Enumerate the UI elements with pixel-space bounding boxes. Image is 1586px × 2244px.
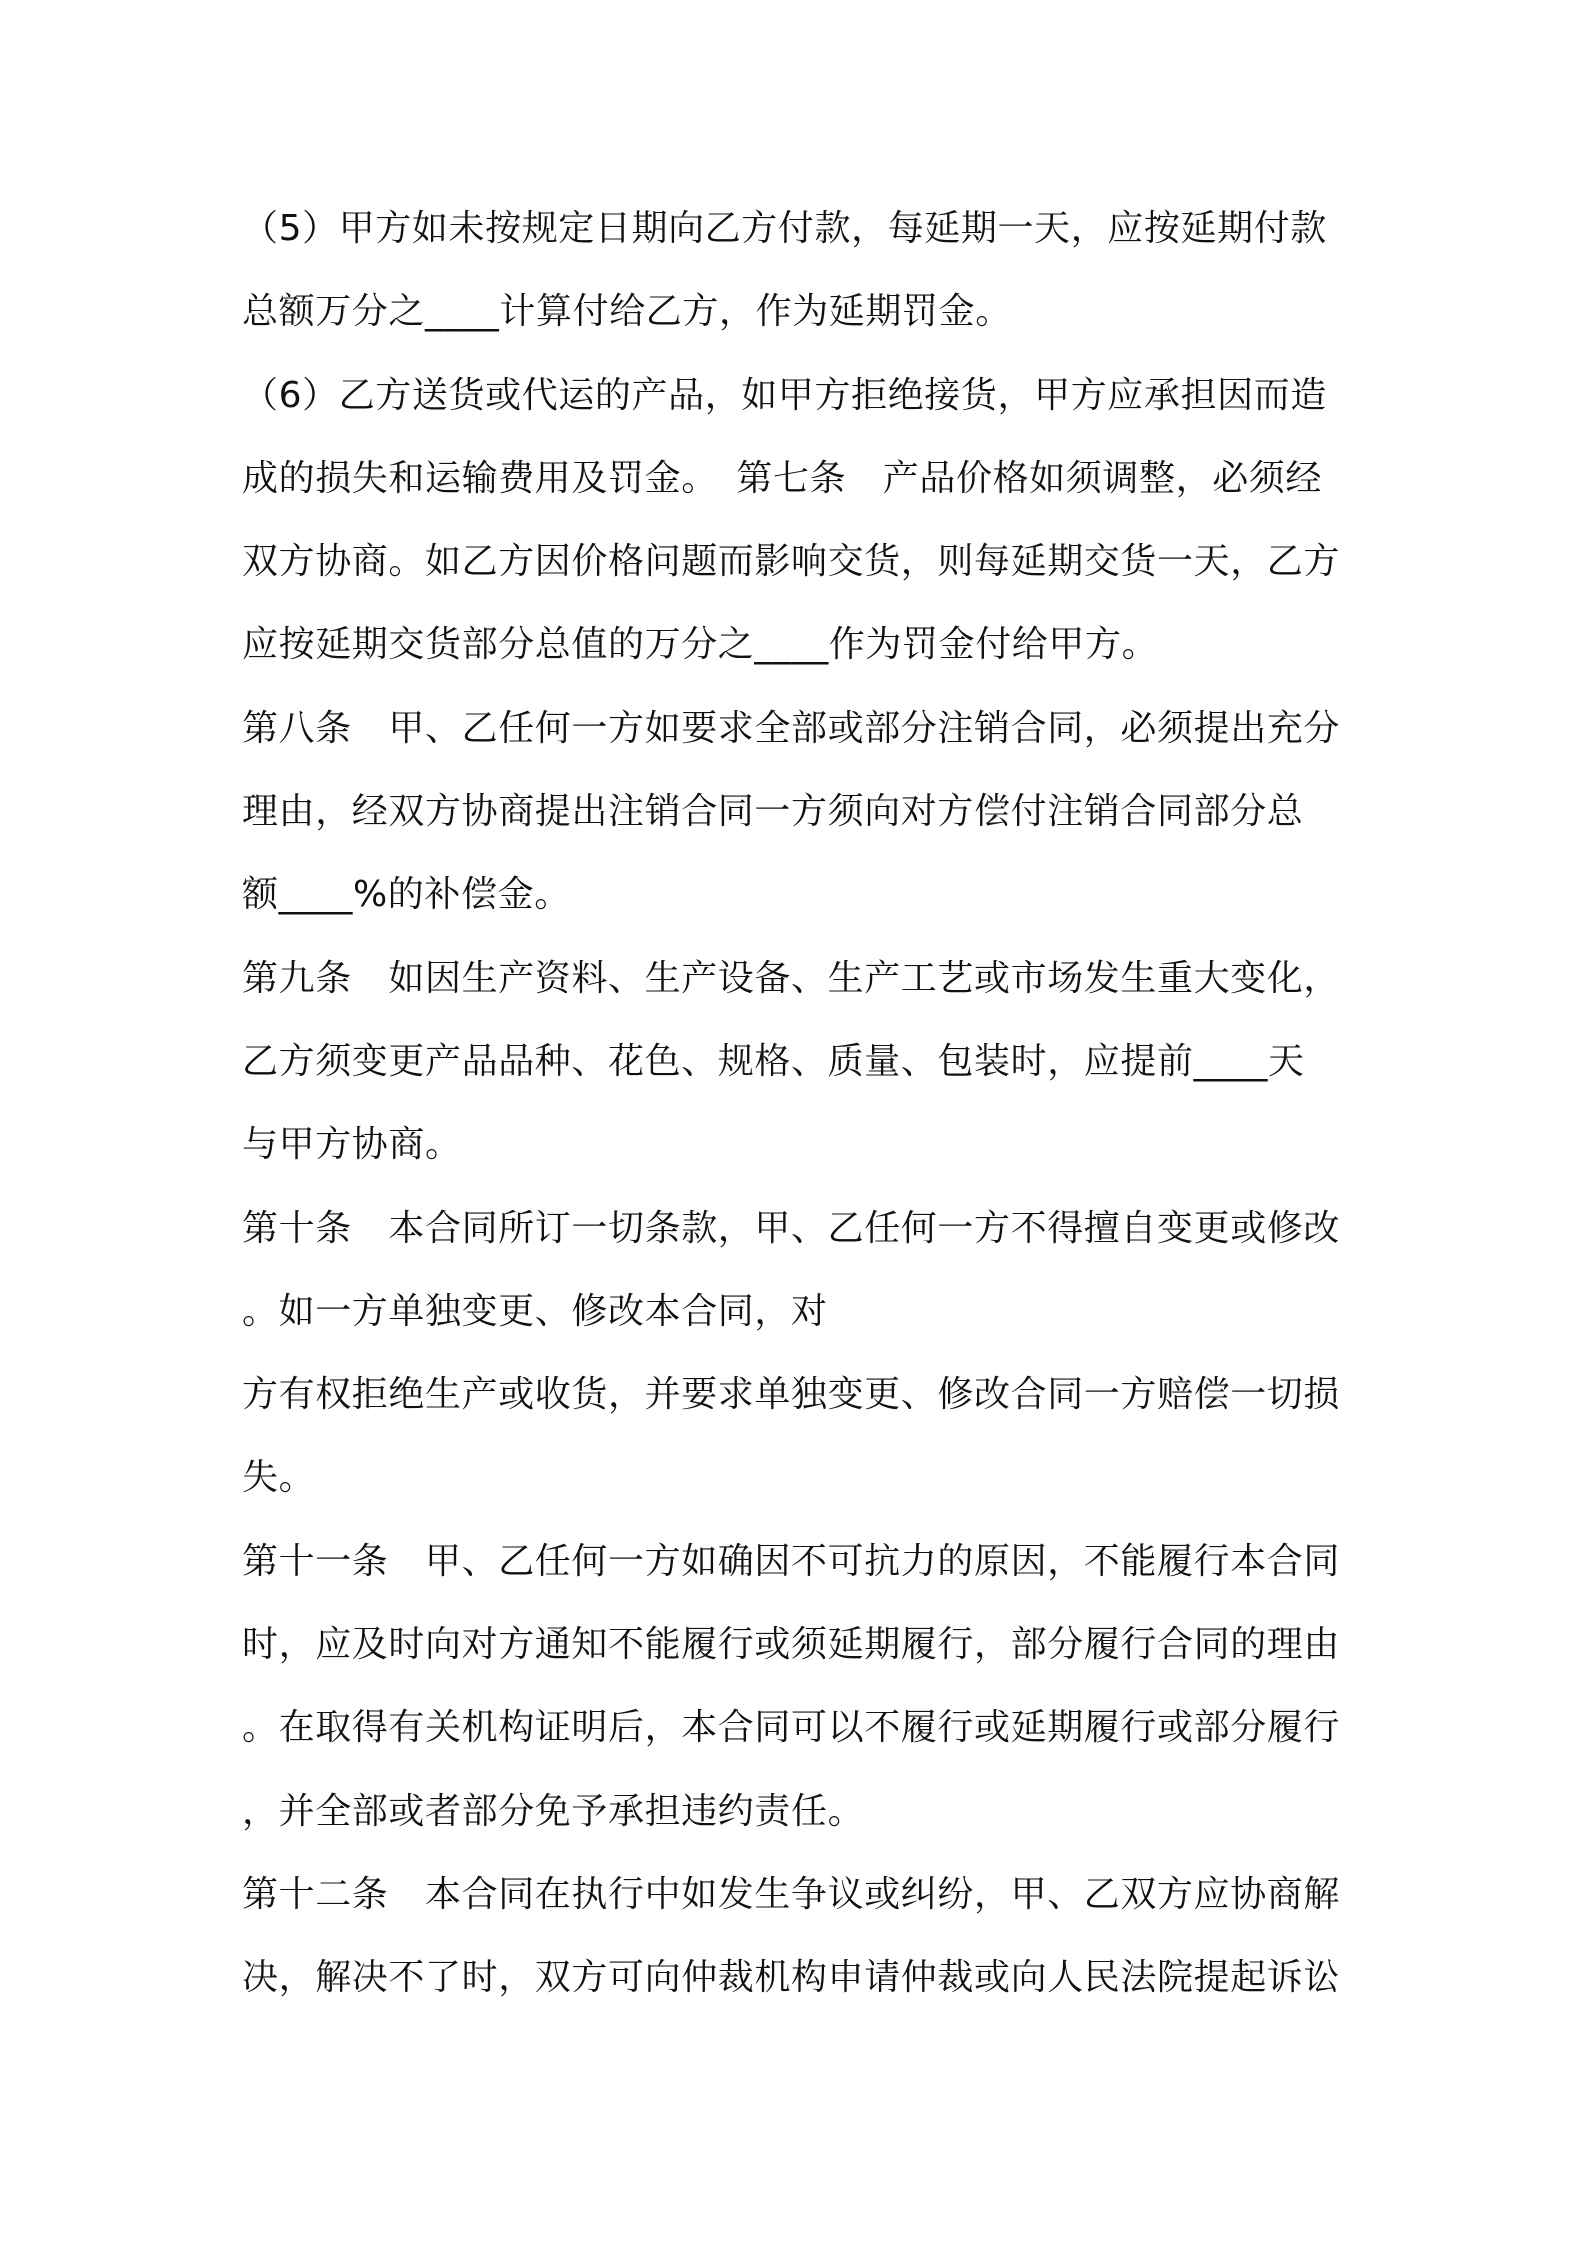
text-line: ，并全部或者部分免予承担违约责任。 — [242, 1791, 865, 1832]
text-line: 与甲方协商。 — [242, 1124, 462, 1165]
text-line: 理由，经双方协商提出注销合同一方须向对方偿付注销合同部分总 — [242, 791, 1304, 832]
text-line: 应按延期交货部分总值的万分之____作为罚金付给甲方。 — [242, 624, 1159, 665]
text-line: 决，解决不了时，双方可向仲裁机构申请仲裁或向人民法院提起诉讼 — [242, 1957, 1341, 1998]
text-line: 。在取得有关机构证明后，本合同可以不履行或延期履行或部分履行 — [242, 1707, 1341, 1748]
text-line: 。如一方单独变更、修改本合同，对 — [242, 1291, 828, 1332]
text-line: （6）乙方送货或代运的产品，如甲方拒绝接货，甲方应承担因而造 — [242, 375, 1327, 416]
text-line: 双方协商。如乙方因价格问题而影响交货，则每延期交货一天，乙方 — [242, 541, 1341, 582]
text-line: 方有权拒绝生产或收货，并要求单独变更、修改合同一方赔偿一切损 — [242, 1374, 1341, 1415]
text-line: 成的损失和运输费用及罚金。 第七条 产品价格如须调整，必须经 — [242, 458, 1323, 499]
text-line: 第九条 如因生产资料、生产设备、生产工艺或市场发生重大变化， — [242, 958, 1341, 999]
text-line: 第八条 甲、乙任何一方如要求全部或部分注销合同，必须提出充分 — [242, 708, 1341, 749]
text-line: 乙方须变更产品品种、花色、规格、质量、包装时，应提前____天 — [242, 1041, 1305, 1082]
text-line: 第十一条 甲、乙任何一方如确因不可抗力的原因，不能履行本合同 — [242, 1541, 1341, 1582]
text-line: 失。 — [242, 1457, 316, 1498]
text-line: 第十二条 本合同在执行中如发生争议或纠纷，甲、乙双方应协商解 — [242, 1874, 1341, 1915]
text-line: 总额万分之____计算付给乙方，作为延期罚金。 — [242, 291, 1012, 332]
text-line: （5）甲方如未按规定日期向乙方付款，每延期一天，应按延期付款 — [242, 208, 1327, 249]
text-line: 时，应及时向对方通知不能履行或须延期履行，部分履行合同的理由 — [242, 1624, 1341, 1665]
text-line: 额____%的补偿金。 — [242, 874, 571, 915]
text-line: 第十条 本合同所订一切条款，甲、乙任何一方不得擅自变更或修改 — [242, 1208, 1341, 1249]
